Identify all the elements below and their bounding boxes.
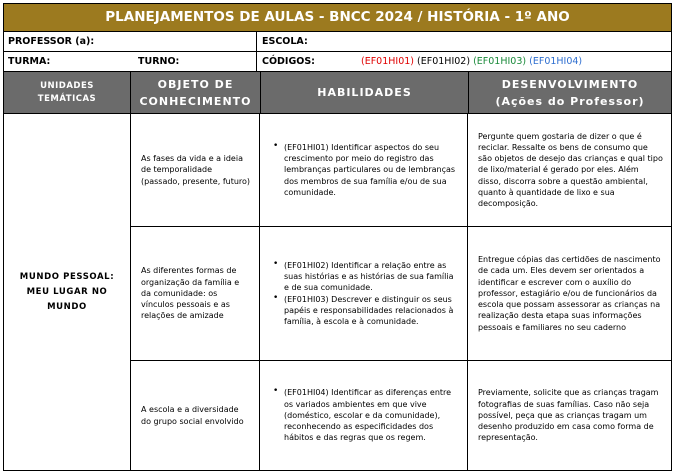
table-body: [4, 114, 671, 470]
header-objeto: [131, 72, 261, 113]
unidade-line3: MUNDO: [47, 301, 87, 312]
habilidade-item: • (EF01HI02) Identificar a relação entre as suas histórias e as histórias de sua família e de sua comunidade.: [273, 260, 457, 294]
turno-label: TURNO:: [138, 56, 180, 67]
codigos-label: CÓDIGOS:: [262, 56, 315, 67]
header-desenvolvimento-line2: (Ações do Professor): [495, 94, 645, 108]
header-objeto-line2: CONHECIMENTO: [139, 94, 252, 108]
code-ef01hi04: (EF01HI04): [529, 56, 583, 67]
table-row: [131, 227, 671, 361]
desenvolvimento-cell: Pergunte quem gostaria de dizer o que é reciclar. Ressalte os bens de consumo que são objetos de desejo das crianças e qual tipo de lixo/material é gerado por eles. Além disso, discorra sobre a questão ambiental, quanto à quantidade de lixo e sua decomposição.: [478, 131, 663, 208]
objeto-cell: A escola e a diversidade do grupo social envolvido: [131, 361, 260, 470]
professor-label: PROFESSOR (a):: [8, 36, 95, 47]
habilidade-item: • (EF01HI03) Descrever e distinguir os seus papéis e responsabilidades relacionados à família, à escola e à comunidade.: [273, 294, 457, 328]
header-habilidades-text: HABILIDADES: [317, 86, 412, 99]
codes-list: [361, 56, 582, 67]
info-row-professor: [4, 32, 671, 52]
code-ef01hi03: (EF01HI03): [473, 56, 527, 67]
habilidade-item: • (EF01HI01) Identificar aspectos do seu crescimento por meio do registro das lembranças particulares ou de lembranças dos membros de sua família e/ou de sua comunidade.: [273, 142, 457, 198]
header-objeto-line1: OBJETO DE: [157, 77, 234, 91]
habilidades-cell: [261, 227, 468, 360]
escola-label: ESCOLA:: [262, 36, 308, 47]
desenvolvimento-cell: Entregue cópias das certidões de nascimento de cada um. Eles devem ser orientados a identificar e escrever com o auxílio do professor, estagiário e/ou de funcionários da escola que possam assessorar as crianças na realização desta etapa suas informações pessoais e familiares no seu caderno: [478, 255, 661, 332]
header-unidades-line2: TEMÁTICAS: [37, 93, 97, 104]
unidade-line1: MUNDO PESSOAL:: [19, 271, 115, 282]
code-ef01hi02: (EF01HI02): [417, 56, 471, 67]
objeto-cell: As diferentes formas de organização da família e da comunidade: os vínculos pessoais e as relações de amizade: [131, 227, 260, 360]
habilidade-item: • (EF01HI04) Identificar as diferenças entre os variados ambientes em que vive (doméstico, escolar e da comunidade), reconhecendo as especificidades dos hábitos e das regras que os regem.: [273, 387, 457, 443]
unidade-tematica-cell: [4, 114, 131, 470]
code-ef01hi01: (EF01HI01): [361, 56, 415, 67]
unidade-line2: MEU LUGAR NO: [26, 286, 108, 297]
habilidades-cell: [261, 361, 468, 470]
info-row-turma: [4, 52, 671, 72]
table-row: [131, 361, 671, 470]
page-title: PLANEJAMENTOS DE AULAS - BNCC 2024 / HISTÓRIA - 1º ANO: [4, 4, 671, 32]
table-row: [131, 114, 671, 227]
header-desenvolvimento-line1: DESENVOLVIMENTO: [501, 77, 639, 91]
professor-cell: [4, 32, 257, 51]
turma-label: TURMA:: [8, 56, 51, 67]
objeto-cell: As fases da vida e a ideia de temporalidade (passado, presente, futuro): [131, 114, 260, 226]
turma-turno-cell: [4, 52, 257, 71]
desenvolvimento-cell: Previamente, solicite que as crianças tragam fotografias de suas famílias. Caso não seja possível, peça que as crianças tragam um desenho produzido em casa como forma de representação.: [478, 388, 659, 443]
header-unidades-line1: UNIDADES: [40, 80, 94, 91]
header-unidades: [4, 72, 131, 113]
table-header: [4, 72, 671, 114]
lesson-plan-table: [3, 3, 672, 471]
header-habilidades: [261, 72, 469, 113]
header-desenvolvimento: [469, 72, 671, 113]
habilidades-cell: [261, 114, 468, 226]
